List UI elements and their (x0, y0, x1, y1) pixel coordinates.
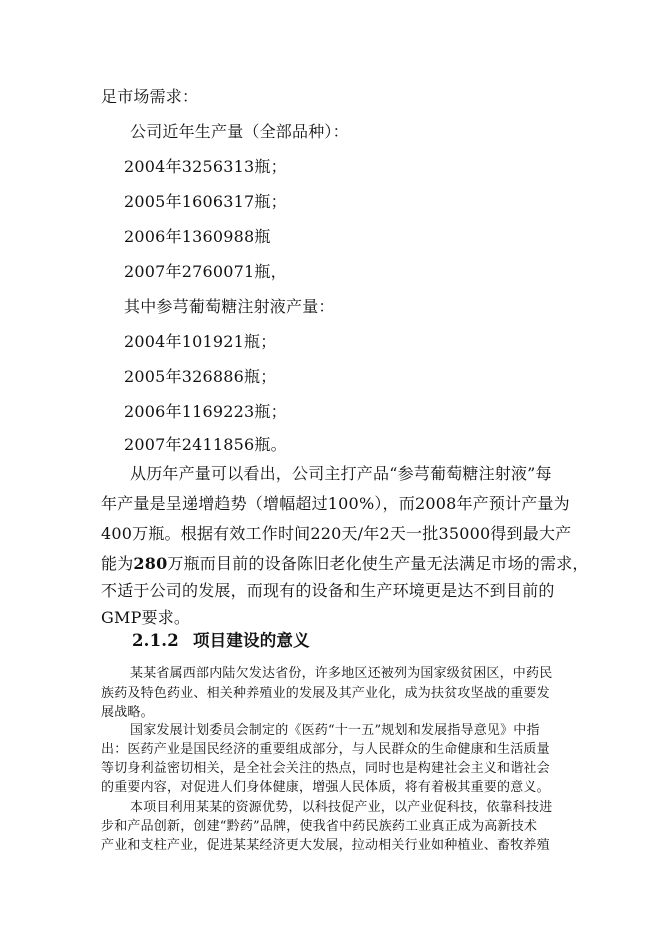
section-number: 2.1.2 (132, 631, 179, 650)
analysis-line: 从历年产量可以看出，公司主打产品“参芎葡萄糖注射液”每 (130, 464, 552, 483)
production-all-item: 2007年2760071瓶， (124, 262, 287, 281)
analysis-line: 400万瓶。根据有效工作时间220天/年2天一批35000得到最大产 (101, 524, 572, 543)
production-all-title: 公司近年生产量（全部品种）： (130, 122, 349, 141)
analysis-line: GMP要求。 (101, 608, 191, 627)
production-all-item: 2006年1360988瓶 (124, 227, 271, 246)
significance-line: 族药及特色药业、相关种养殖业的发展及其产业化，成为扶贫攻坚战的重要发 (101, 686, 550, 701)
analysis-capacity-suffix: 万瓶而目前的设备陈旧老化使生产量无法满足市场的需求， (167, 554, 589, 573)
significance-line: 等切身利益密切相关，是全社会关注的热点，同时也是构建社会主义和谐社会 (101, 761, 550, 776)
analysis-capacity-value: 280 (133, 554, 168, 573)
significance-line: 国家发展计划委员会制定的《医药“十一五”规划和发展指导意见》中指 (130, 723, 540, 738)
analysis-line: 不适于公司的发展，而现有的设备和生产环境更是达不到目前的 (101, 581, 555, 600)
significance-line: 出：医药产业是国民经济的重要组成部分，与人民群众的生命健康和生活质量 (101, 742, 550, 757)
previous-paragraph-tail: 足市场需求： (101, 87, 199, 106)
production-main-item: 2004年101921瓶； (124, 332, 277, 351)
production-main-title: 其中参芎葡萄糖注射液产量： (124, 297, 335, 316)
production-all-item: 2004年3256313瓶； (124, 157, 287, 176)
production-all-item: 2005年1606317瓶； (124, 192, 287, 211)
analysis-capacity-prefix: 能为 (101, 554, 134, 573)
section-title: 项目建设的意义 (192, 631, 310, 650)
significance-line: 步和产品创新，创建“黔药”品牌，使我省中药民族药工业真正成为高新技术 (101, 819, 538, 834)
significance-line: 的重要内容，对促进人们身体健康，增强人民体质，将有着极其重要的意义。 (101, 780, 550, 795)
significance-line: 产业和支柱产业，促进某某经济更大发展，拉动相关行业如种植业、畜牧养殖 (101, 838, 550, 853)
production-main-item: 2005年326886瓶； (124, 367, 277, 386)
production-main-item: 2007年2411856瓶。 (124, 435, 287, 454)
analysis-capacity-line (101, 556, 589, 572)
production-main-item: 2006年1169223瓶； (124, 402, 287, 421)
significance-line: 展战略。 (101, 705, 154, 720)
significance-line: 本项目利用某某的资源优势，以科技促产业，以产业促科技，依靠科技进 (130, 800, 553, 815)
analysis-line: 年产量是呈递增趋势（增幅超过100%），而2008年产预计产量为 (101, 494, 570, 513)
significance-line: 某某省属西部内陆欠发达省份，许多地区还被列为国家级贫困区，中药民 (130, 666, 553, 681)
section-heading (132, 633, 310, 650)
